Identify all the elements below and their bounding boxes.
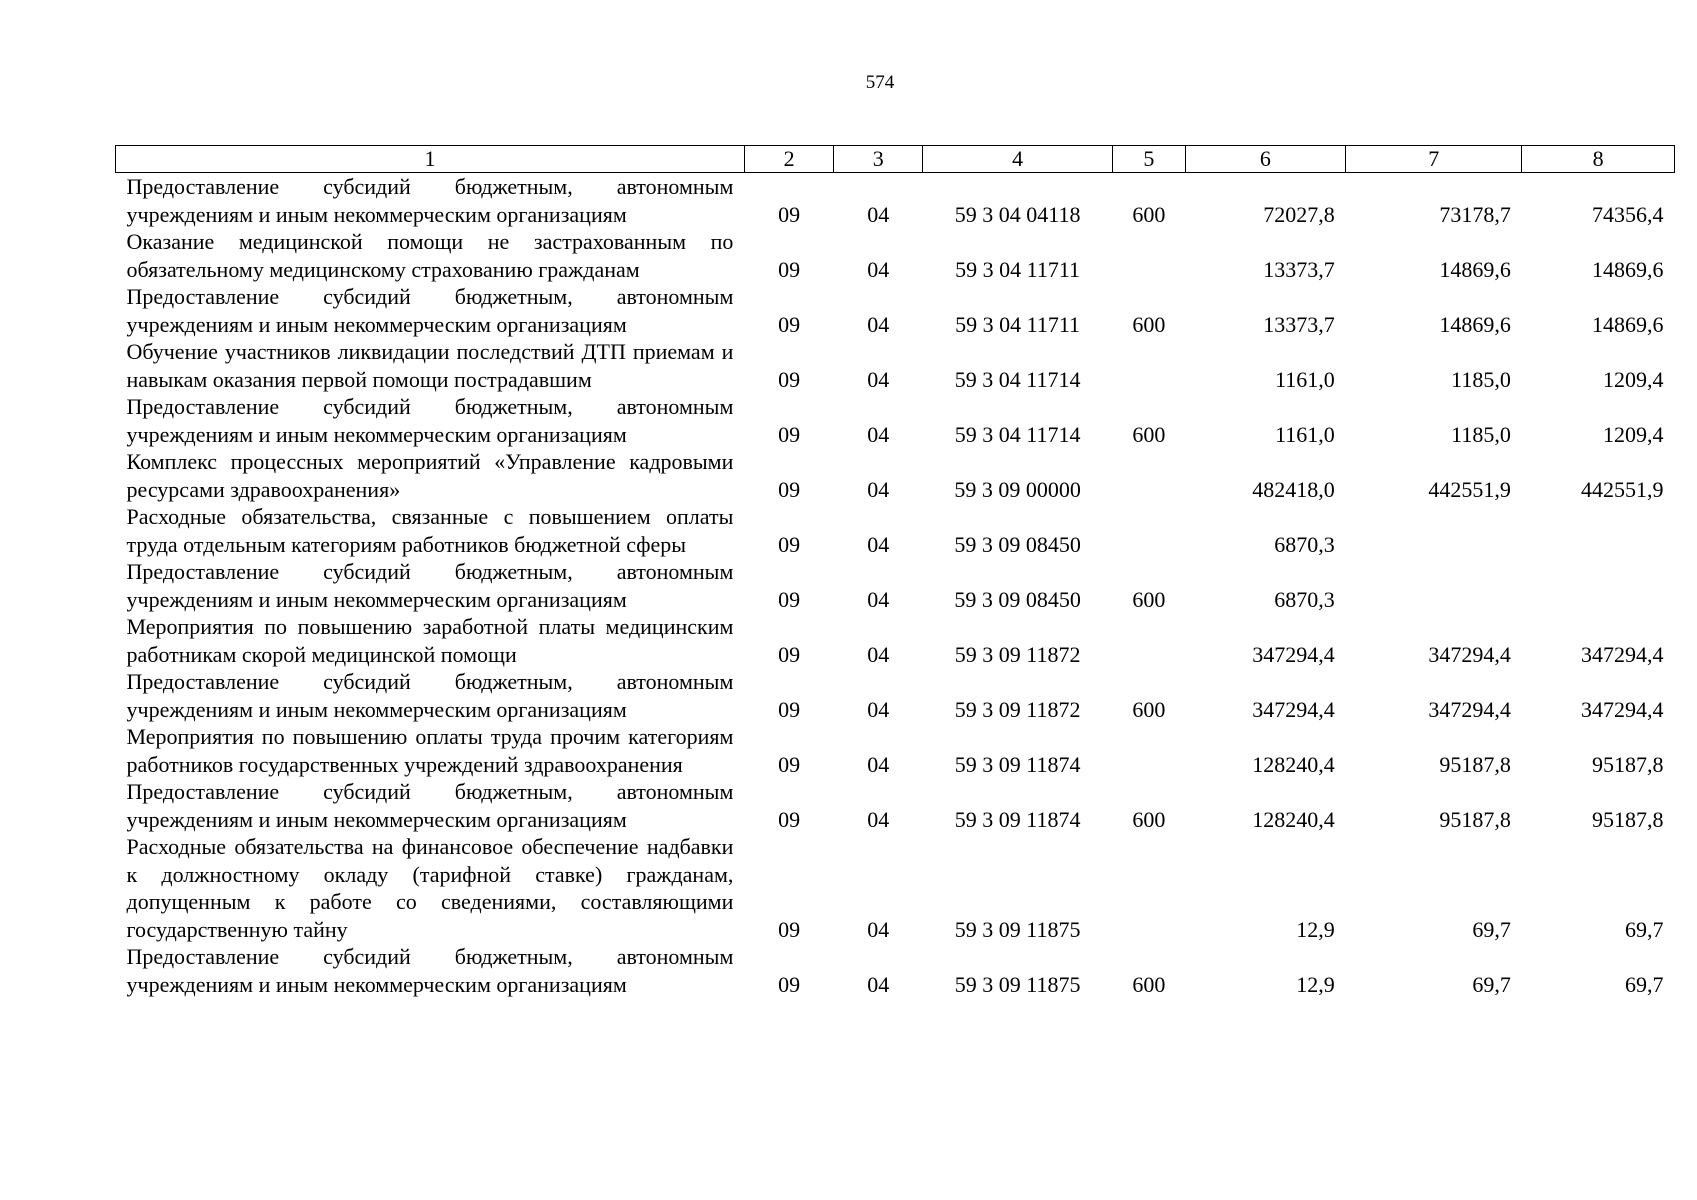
amount-year-3: 1209,4 [1603, 366, 1664, 392]
expense-type-code [1113, 613, 1185, 668]
section-code: 09 [778, 751, 801, 777]
subsection-code: 04 [867, 586, 890, 612]
amount-year-3: 95187,8 [1592, 806, 1664, 832]
table-row [116, 503, 1675, 558]
table-row [116, 668, 1675, 723]
amount-year-3: 95187,8 [1592, 751, 1664, 777]
amount-year-2: 73178,7 [1439, 201, 1511, 227]
table-row [116, 393, 1675, 448]
subsection-code: 04 [867, 641, 890, 667]
section-code: 09 [778, 476, 801, 502]
amount-year-3 [1522, 558, 1675, 613]
row-description: Комплекс процессных мероприятий «Управление кадровыми ресурсами здравоохранения» [126, 449, 734, 502]
subsection-code: 04 [867, 311, 890, 337]
row-description: Предоставление субсидий бюджетным, автономным учреждениям и иным некоммерческим организациям [126, 174, 734, 227]
amount-year-3: 14869,6 [1592, 311, 1664, 337]
amount-year-1: 347294,4 [1252, 696, 1335, 722]
amount-year-3: 14869,6 [1592, 256, 1664, 282]
amount-year-1: 128240,4 [1252, 806, 1335, 832]
subsection-code: 04 [867, 201, 890, 227]
target-article-code: 59 3 09 11872 [954, 696, 1081, 722]
amount-year-2 [1346, 558, 1522, 613]
amount-year-1: 6870,3 [1274, 531, 1335, 557]
column-header: 2 [744, 146, 834, 173]
expense-type-code [1113, 503, 1185, 558]
subsection-code: 04 [867, 751, 890, 777]
table-row [116, 613, 1675, 668]
amount-year-2: 69,7 [1472, 971, 1511, 997]
amount-year-1: 72027,8 [1263, 201, 1335, 227]
amount-year-3: 69,7 [1625, 916, 1664, 942]
target-article-code: 59 3 09 11875 [954, 971, 1081, 997]
amount-year-2: 347294,4 [1428, 696, 1511, 722]
expense-type-code: 600 [1132, 696, 1166, 722]
amount-year-2: 14869,6 [1439, 256, 1511, 282]
subsection-code: 04 [867, 806, 890, 832]
section-code: 09 [778, 586, 801, 612]
column-number-header [116, 146, 1675, 173]
expense-type-code [1113, 723, 1185, 778]
subsection-code: 04 [867, 916, 890, 942]
row-description: Предоставление субсидий бюджетным, автономным учреждениям и иным некоммерческим организациям [126, 944, 734, 997]
row-description: Предоставление субсидий бюджетным, автономным учреждениям и иным некоммерческим организациям [126, 559, 734, 612]
column-header: 5 [1113, 146, 1185, 173]
section-code: 09 [778, 421, 801, 447]
column-header: 4 [922, 146, 1112, 173]
target-article-code: 59 3 09 08450 [954, 531, 1081, 557]
section-code: 09 [778, 806, 801, 832]
amount-year-2: 95187,8 [1439, 806, 1511, 832]
column-header: 3 [834, 146, 923, 173]
table-row [116, 283, 1675, 338]
target-article-code: 59 3 04 11711 [955, 311, 1081, 337]
target-article-code: 59 3 09 00000 [954, 476, 1081, 502]
amount-year-2: 14869,6 [1439, 311, 1511, 337]
column-header: 6 [1185, 146, 1346, 173]
target-article-code: 59 3 09 11874 [954, 751, 1081, 777]
expense-type-code: 600 [1132, 806, 1166, 832]
table-row [116, 778, 1675, 833]
amount-year-2: 95187,8 [1439, 751, 1511, 777]
target-article-code: 59 3 04 11714 [954, 366, 1081, 392]
target-article-code: 59 3 09 11874 [954, 806, 1081, 832]
amount-year-1: 1161,0 [1275, 366, 1335, 392]
expense-type-code [1113, 338, 1185, 393]
amount-year-1: 347294,4 [1252, 641, 1335, 667]
section-code: 09 [778, 201, 801, 227]
expense-type-code: 600 [1132, 586, 1166, 612]
amount-year-1: 13373,7 [1263, 256, 1335, 282]
section-code: 09 [778, 641, 801, 667]
amount-year-1: 128240,4 [1252, 751, 1335, 777]
row-description: Обучение участников ликвидации последствий ДТП приемам и навыкам оказания первой помощи пострaдавшим [126, 339, 734, 392]
amount-year-3: 442551,9 [1581, 476, 1664, 502]
subsection-code: 04 [867, 696, 890, 722]
section-code: 09 [778, 971, 801, 997]
subsection-code: 04 [867, 971, 890, 997]
row-description: Мероприятия по повышению заработной платы медицинским работникам скорой медицинской помощи [126, 614, 734, 667]
table-row [116, 338, 1675, 393]
subsection-code: 04 [867, 421, 890, 447]
row-description: Мероприятия по повышению оплаты труда прочим категориям работников государственных учреждений здравоохранения [126, 724, 734, 777]
amount-year-3: 347294,4 [1581, 696, 1664, 722]
target-article-code: 59 3 09 11875 [954, 916, 1081, 942]
section-code: 09 [778, 366, 801, 392]
column-header: 1 [116, 146, 745, 173]
page-number: 574 [865, 72, 895, 93]
section-code: 09 [778, 256, 801, 282]
expense-type-code: 600 [1132, 201, 1166, 227]
amount-year-3: 74356,4 [1592, 201, 1664, 227]
amount-year-3: 1209,4 [1603, 421, 1664, 447]
target-article-code: 59 3 04 11711 [955, 256, 1081, 282]
expense-type-code: 600 [1132, 971, 1166, 997]
table-row [116, 833, 1675, 943]
amount-year-2: 1185,0 [1451, 366, 1511, 392]
target-article-code: 59 3 04 11714 [954, 421, 1081, 447]
table-row [116, 173, 1675, 229]
amount-year-1: 6870,3 [1274, 586, 1335, 612]
subsection-code: 04 [867, 256, 890, 282]
section-code: 09 [778, 916, 801, 942]
expense-type-code: 600 [1132, 311, 1166, 337]
amount-year-3 [1522, 503, 1675, 558]
row-description: Расходные обязательства, связанные с повышением оплаты труда отдельным категориям работников бюджетной сферы [126, 504, 734, 557]
table-row [116, 723, 1675, 778]
target-article-code: 59 3 09 11872 [954, 641, 1081, 667]
amount-year-1: 482418,0 [1252, 476, 1335, 502]
expense-type-code: 600 [1132, 421, 1166, 447]
amount-year-2: 69,7 [1472, 916, 1511, 942]
column-header: 8 [1522, 146, 1675, 173]
row-description: Предоставление субсидий бюджетным, автономным учреждениям и иным некоммерческим организациям [126, 394, 734, 447]
subsection-code: 04 [867, 476, 890, 502]
budget-table [115, 145, 1675, 998]
row-description: Расходные обязательства на финансовое обеспечение надбавки к должностному окладу (тарифной ставке) гражданам, допущенным к работе со сведениями, составляющими государственную тайну [126, 834, 734, 942]
column-header: 7 [1346, 146, 1522, 173]
table-row [116, 943, 1675, 998]
amount-year-1: 13373,7 [1263, 311, 1335, 337]
section-code: 09 [778, 696, 801, 722]
amount-year-2: 442551,9 [1428, 476, 1511, 502]
row-description: Оказание медицинской помощи не застрахованным по обязательному медицинскому страхованию гражданам [126, 229, 734, 282]
amount-year-1: 12,9 [1296, 916, 1335, 942]
subsection-code: 04 [867, 531, 890, 557]
row-description: Предоставление субсидий бюджетным, автономным учреждениям и иным некоммерческим организациям [126, 284, 734, 337]
target-article-code: 59 3 04 04118 [954, 201, 1081, 227]
amount-year-2: 1185,0 [1451, 421, 1511, 447]
section-code: 09 [778, 531, 801, 557]
table-row [116, 558, 1675, 613]
amount-year-3: 347294,4 [1581, 641, 1664, 667]
target-article-code: 59 3 09 08450 [954, 586, 1081, 612]
section-code: 09 [778, 311, 801, 337]
table-row [116, 448, 1675, 503]
amount-year-1: 12,9 [1296, 971, 1335, 997]
table-row [116, 228, 1675, 283]
amount-year-2: 347294,4 [1428, 641, 1511, 667]
subsection-code: 04 [867, 366, 890, 392]
amount-year-1: 1161,0 [1275, 421, 1335, 447]
expense-type-code [1113, 228, 1185, 283]
row-description: Предоставление субсидий бюджетным, автономным учреждениям и иным некоммерческим организациям [126, 669, 734, 722]
row-description: Предоставление субсидий бюджетным, автономным учреждениям и иным некоммерческим организациям [126, 779, 734, 832]
expense-type-code [1113, 448, 1185, 503]
amount-year-2 [1346, 503, 1522, 558]
expense-type-code [1113, 833, 1185, 943]
amount-year-3: 69,7 [1625, 971, 1664, 997]
